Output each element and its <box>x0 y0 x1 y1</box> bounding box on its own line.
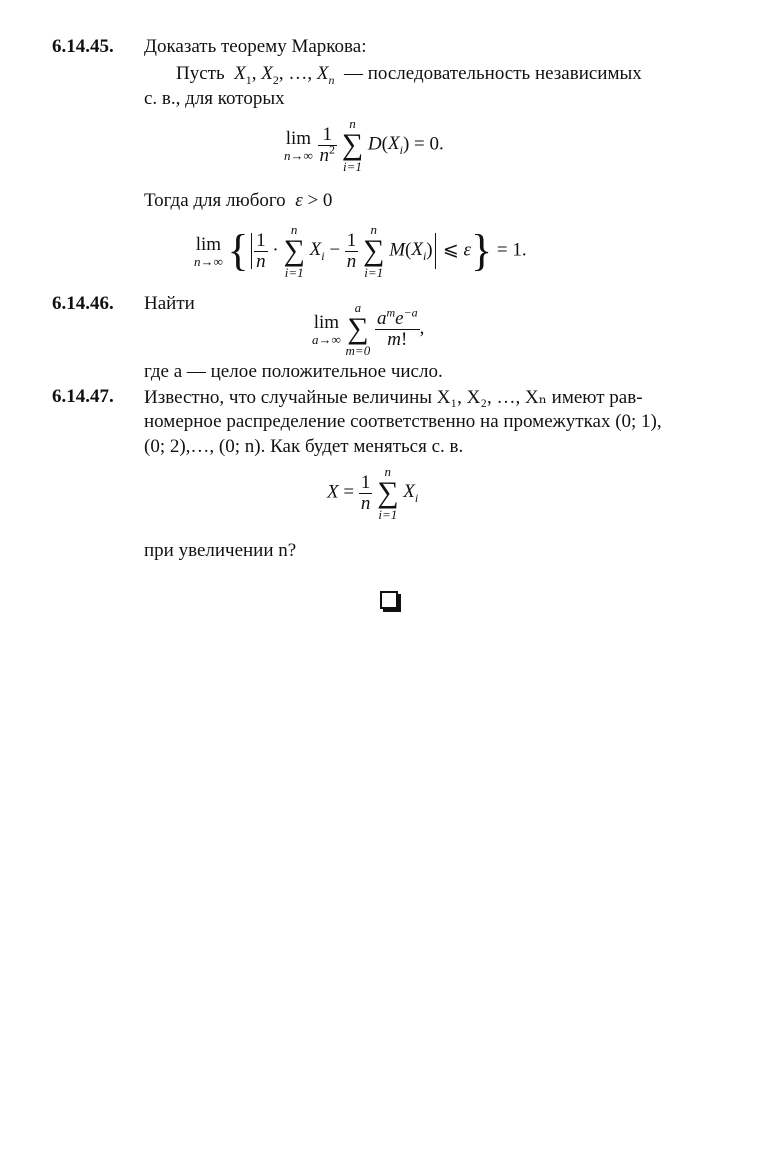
problem-47-line1: Известно, что случайные величины X₁, X₂, …, Xₙ имеют рав- <box>144 387 643 408</box>
problem-number-45: 6.14.45. <box>52 36 114 57</box>
problem-47-question: при увеличении n? <box>144 540 297 561</box>
problem-46-title: Найти <box>144 293 195 314</box>
end-of-section-mark <box>380 591 398 609</box>
formula-sample-mean: X = $\frac{1}{n}$ n ∑ i=1 $X_i$ <box>327 464 419 522</box>
problem-45-line1-suffix: — последовательность независимых <box>343 63 642 84</box>
problem-45-line1-prefix: Пусть <box>176 63 225 84</box>
problem-number-47: 6.14.47. <box>52 386 114 407</box>
problem-45-line2: с. в., для которых <box>144 88 285 109</box>
problem-47-line2: номерное распределение соответственно на промежутках (0; 1), <box>144 411 662 432</box>
problem-number-46: 6.14.46. <box>52 293 114 314</box>
problem-45-then-text: Тогда для любого <box>144 190 286 211</box>
problem-45-line1: Пусть $X_1$, $X_2$, …, $X_n$ — последовательность независимых <box>176 63 642 87</box>
formula-markov-statement: lim n→∞ { $\frac{1}{n}$ · n ∑ i=1 $X_i$ − $\frac{1}{n}$ n ∑ i=1 $M(X_i)$ ⩽ ε} = 1. <box>194 222 527 280</box>
problem-46-note: где a — целое положительное число. <box>144 361 443 382</box>
formula-poisson-limit: lim a→∞ a ∑ m=0 $\frac{a^me^{-a}}{m!}$ , <box>312 300 425 358</box>
problem-45-title: Доказать теорему Маркова: <box>144 36 367 57</box>
problem-45-then: Тогда для любого ε > 0 <box>144 190 333 211</box>
formula-markov-condition: lim n→∞ $\frac{1}{n^2}$ n ∑ i=1 $D(X_i) = 0$. <box>284 116 444 174</box>
problem-47-line3: (0; 2),…, (0; n). Как будет меняться с. в. <box>144 436 464 457</box>
